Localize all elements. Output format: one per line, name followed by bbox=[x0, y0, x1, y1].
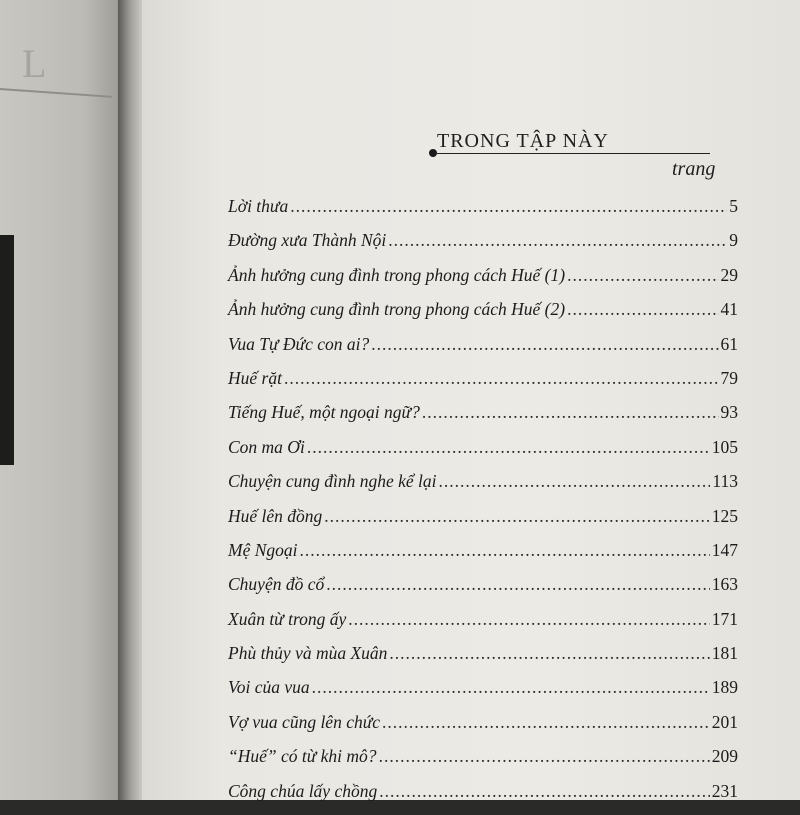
left-page-line bbox=[0, 88, 112, 98]
toc-entry-title: Mệ Ngoại bbox=[228, 539, 298, 560]
toc-entry bbox=[228, 196, 738, 230]
toc-entry-page-number: 5 bbox=[729, 196, 738, 216]
dot-leader bbox=[382, 712, 710, 733]
toc-entry bbox=[228, 677, 738, 711]
dot-leader bbox=[567, 265, 718, 286]
toc-entry-page-number: 163 bbox=[711, 574, 738, 595]
toc-entry-title: “Huế” có từ khi mô? bbox=[228, 746, 377, 767]
toc-entry-title: Xuân từ trong ấy bbox=[228, 608, 347, 629]
toc-entry bbox=[228, 230, 738, 264]
heading-rule bbox=[434, 153, 710, 154]
dot-leader bbox=[371, 334, 718, 355]
toc-entry-title: Huế rặt bbox=[228, 367, 282, 388]
toc-entry-page-number: 201 bbox=[711, 711, 738, 732]
dot-leader bbox=[290, 196, 727, 217]
dot-leader bbox=[326, 574, 710, 595]
toc-entry-page-number: 231 bbox=[711, 780, 738, 801]
toc-entry-page-number: 61 bbox=[720, 333, 738, 354]
toc-entry-title: Vua Tự Đức con ai? bbox=[228, 333, 370, 354]
toc-entry bbox=[228, 540, 738, 574]
toc-entry-page-number: 147 bbox=[711, 539, 738, 560]
toc-entry bbox=[228, 402, 738, 436]
toc-entry-title: Chuyện đồ cổ bbox=[228, 574, 325, 595]
toc-entry-page-number: 79 bbox=[720, 367, 738, 388]
left-page bbox=[0, 0, 120, 800]
toc-entry-title: Ảnh hưởng cung đình trong phong cách Huế (2) bbox=[228, 299, 566, 320]
toc-entry bbox=[228, 712, 738, 746]
toc-entry-page-number: 105 bbox=[711, 436, 738, 457]
toc-entry bbox=[228, 609, 738, 643]
toc-entry-page-number: 171 bbox=[711, 608, 738, 629]
toc-entry-title: Tiếng Huế, một ngoại ngữ? bbox=[228, 402, 420, 423]
toc-entry-page-number: 29 bbox=[720, 264, 738, 285]
toc-entry bbox=[228, 574, 738, 608]
dot-leader bbox=[379, 781, 710, 802]
toc-entry bbox=[228, 781, 738, 815]
toc-entry bbox=[228, 471, 738, 505]
toc-entry-title: Công chúa lấy chồng bbox=[228, 780, 378, 801]
toc-entry bbox=[228, 299, 738, 333]
toc-entry-title: Đường xưa Thành Nội bbox=[228, 230, 387, 251]
toc-entry-title: Lời thưa bbox=[228, 196, 289, 216]
toc-entry-title: Voi của vua bbox=[228, 677, 310, 698]
toc-entry bbox=[228, 265, 738, 299]
dot-leader bbox=[379, 746, 710, 767]
toc-entry-page-number: 189 bbox=[711, 677, 738, 698]
toc-entry-page-number: 113 bbox=[712, 471, 738, 492]
toc-entry-title: Chuyện cung đình nghe kể lại bbox=[228, 471, 437, 492]
left-page-faint-text: L bbox=[22, 41, 47, 86]
toc-heading: TRONG TẬP NÀY bbox=[437, 130, 609, 152]
toc-entry-title: Con ma Ơi bbox=[228, 436, 305, 457]
toc-entry-page-number: 209 bbox=[711, 746, 738, 767]
dot-leader bbox=[324, 506, 709, 527]
toc-entry bbox=[228, 643, 738, 677]
toc-entry bbox=[228, 437, 738, 471]
toc-entry-title: Huế lên đồng bbox=[228, 505, 323, 526]
toc-entry bbox=[228, 506, 738, 540]
toc-list bbox=[228, 196, 738, 815]
page-column-label: trang bbox=[672, 158, 716, 180]
toc-entry bbox=[228, 368, 738, 402]
toc-entry-page-number: 93 bbox=[720, 402, 738, 423]
toc-entry-page-number: 41 bbox=[720, 299, 738, 320]
dot-leader bbox=[389, 643, 709, 664]
dot-leader bbox=[567, 299, 718, 320]
dot-leader bbox=[307, 437, 710, 458]
toc-entry-page-number: 125 bbox=[711, 505, 738, 526]
dot-leader bbox=[439, 471, 711, 492]
toc-entry bbox=[228, 746, 738, 780]
book-gutter bbox=[118, 0, 144, 800]
toc-entry-title: Vợ vua cũng lên chức bbox=[228, 711, 381, 732]
dot-leader bbox=[388, 230, 727, 251]
dot-leader bbox=[312, 677, 710, 698]
dot-leader bbox=[348, 609, 709, 630]
toc-entry-title: Phù thủy và mùa Xuân bbox=[228, 643, 388, 664]
dot-leader bbox=[300, 540, 710, 561]
left-page-dark-block bbox=[0, 235, 14, 465]
toc-entry-page-number: 181 bbox=[711, 643, 738, 664]
toc-entry-page-number: 9 bbox=[729, 230, 738, 251]
toc-entry-title: Ảnh hưởng cung đình trong phong cách Huế (1) bbox=[228, 264, 566, 285]
dot-leader bbox=[284, 368, 719, 389]
dot-leader bbox=[422, 402, 719, 423]
toc-entry bbox=[228, 334, 738, 368]
toc-page bbox=[142, 0, 800, 800]
